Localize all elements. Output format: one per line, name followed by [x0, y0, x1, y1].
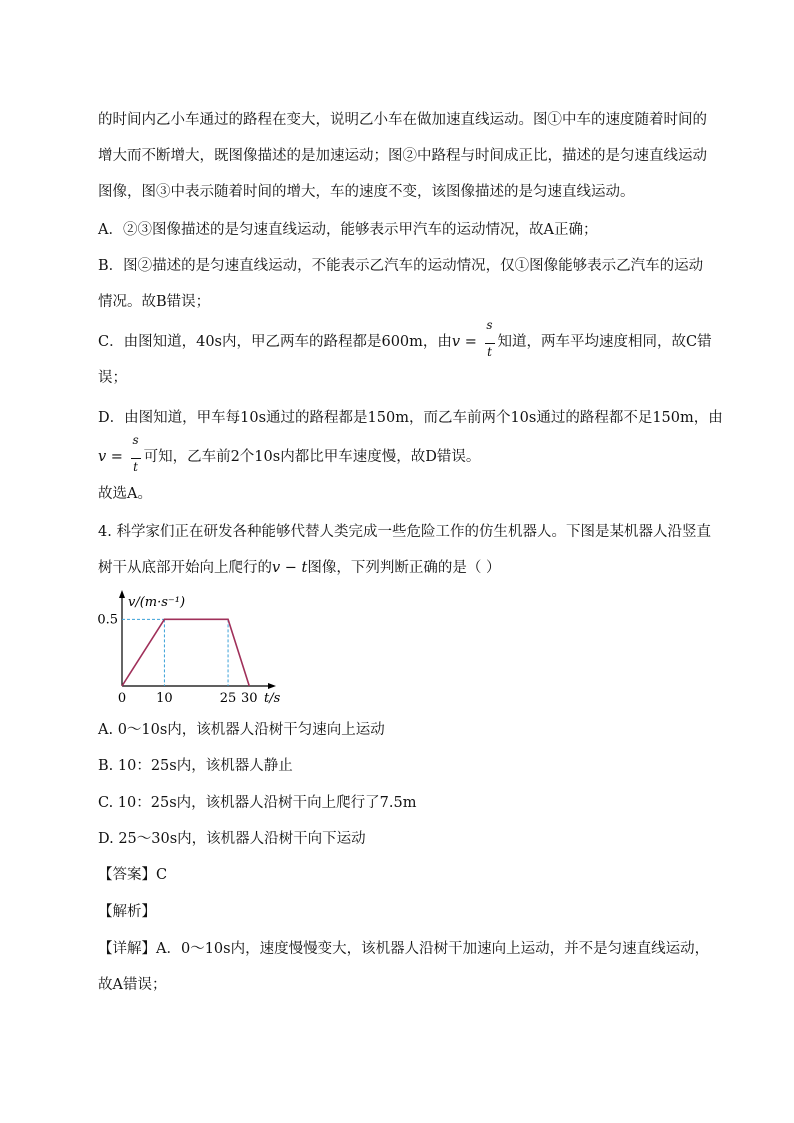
formula-v: v	[451, 334, 461, 350]
fraction-numerator: s	[132, 433, 139, 447]
option-c-pre: C．由图知道，40s内，甲乙两车的路程都是600m，由	[98, 334, 452, 350]
option-c	[98, 318, 712, 359]
velocity-time-chart	[97, 590, 284, 710]
paragraph-line: 的时间内乙小车通过的路程在变大，说明乙小车在做加速直线运动。图①中车的速度随着时间的	[98, 112, 707, 128]
choice-a: A. 0～10s内，该机器人沿树干匀速向上运动	[98, 722, 385, 738]
x-tick-label: 25	[219, 691, 237, 706]
y-axis-arrow	[119, 590, 125, 598]
analysis-label: 【解析】	[98, 904, 156, 920]
question4-line2	[98, 558, 698, 578]
option-b-line: B．图②描述的是匀速直线运动，不能表示乙汽车的运动情况，仅①图像能够表示乙汽车的运动	[98, 258, 704, 274]
fraction-bar	[485, 343, 495, 344]
option-c-post: 知道，两车平均速度相同，故C错	[497, 334, 712, 350]
fraction-denominator: t	[133, 460, 138, 474]
option-b-line: 情况。故B错误；	[98, 294, 211, 310]
series-line	[122, 619, 249, 686]
formula-equals: =	[460, 334, 482, 350]
y-tick-label: 0.5	[97, 612, 118, 628]
detail-line: 故A错误；	[98, 977, 167, 993]
x-tick-label: 30	[240, 691, 258, 706]
x-axis-arrow	[268, 683, 276, 689]
x-axis-label: t/s	[264, 691, 281, 706]
paragraph-line: 图像，图③中表示随着时间的增大，车的速度不变，该图像描述的是匀速直线运动。	[98, 184, 635, 200]
fraction-denominator: t	[487, 345, 492, 359]
formula-equals: =	[106, 449, 128, 465]
fraction-bar	[131, 458, 141, 459]
option-d-post: 可知，乙车前2个10s内都比甲车速度慢，故D错误。	[143, 449, 481, 465]
question4-pre: 树干从底部开始向上爬行的	[98, 560, 272, 576]
detail-line: 【详解】A．0～10s内，速度慢慢变大，该机器人沿树干加速向上运动，并不是匀速直线运动，	[98, 941, 710, 957]
formula-v: v	[98, 449, 107, 465]
x-tick-label: 10	[156, 691, 173, 706]
choice-d: D. 25～30s内，该机器人沿树干向下运动	[98, 831, 366, 847]
paragraph-line: 增大而不断增大，既图像描述的是加速运动；图②中路程与时间成正比，描述的是匀速直线运动	[98, 148, 707, 164]
option-d-line2	[98, 433, 698, 474]
conclusion: 故选A。	[98, 486, 152, 502]
choice-c: C. 10：25s内，该机器人沿树干向上爬行了7.5m	[98, 795, 417, 811]
option-d-line1: D．由图知道，甲车每10s通过的路程都是150m，而乙车前两个10s通过的路程都不足150m，由	[98, 410, 723, 426]
y-axis-label: v/(m·s⁻¹)	[128, 595, 186, 610]
question4-line1: 4. 科学家们正在研发各种能够代替人类完成一些危险工作的仿生机器人。下图是某机器人沿竖直	[98, 524, 711, 540]
v-t-symbol: v − t	[272, 560, 308, 576]
answer: 【答案】C	[98, 867, 168, 883]
fraction-s-over-t	[485, 318, 495, 359]
option-c-line2: 误；	[98, 370, 127, 386]
fraction-s-over-t	[131, 433, 141, 474]
question4-post: 图像，下列判断正确的是（ ）	[307, 560, 501, 576]
choice-b: B. 10：25s内，该机器人静止	[98, 758, 293, 774]
x-tick-label: 0	[117, 691, 127, 706]
fraction-numerator: s	[486, 318, 493, 332]
option-a: A．②③图像描述的是匀速直线运动，能够表示甲汽车的运动情况，故A正确；	[98, 222, 598, 238]
